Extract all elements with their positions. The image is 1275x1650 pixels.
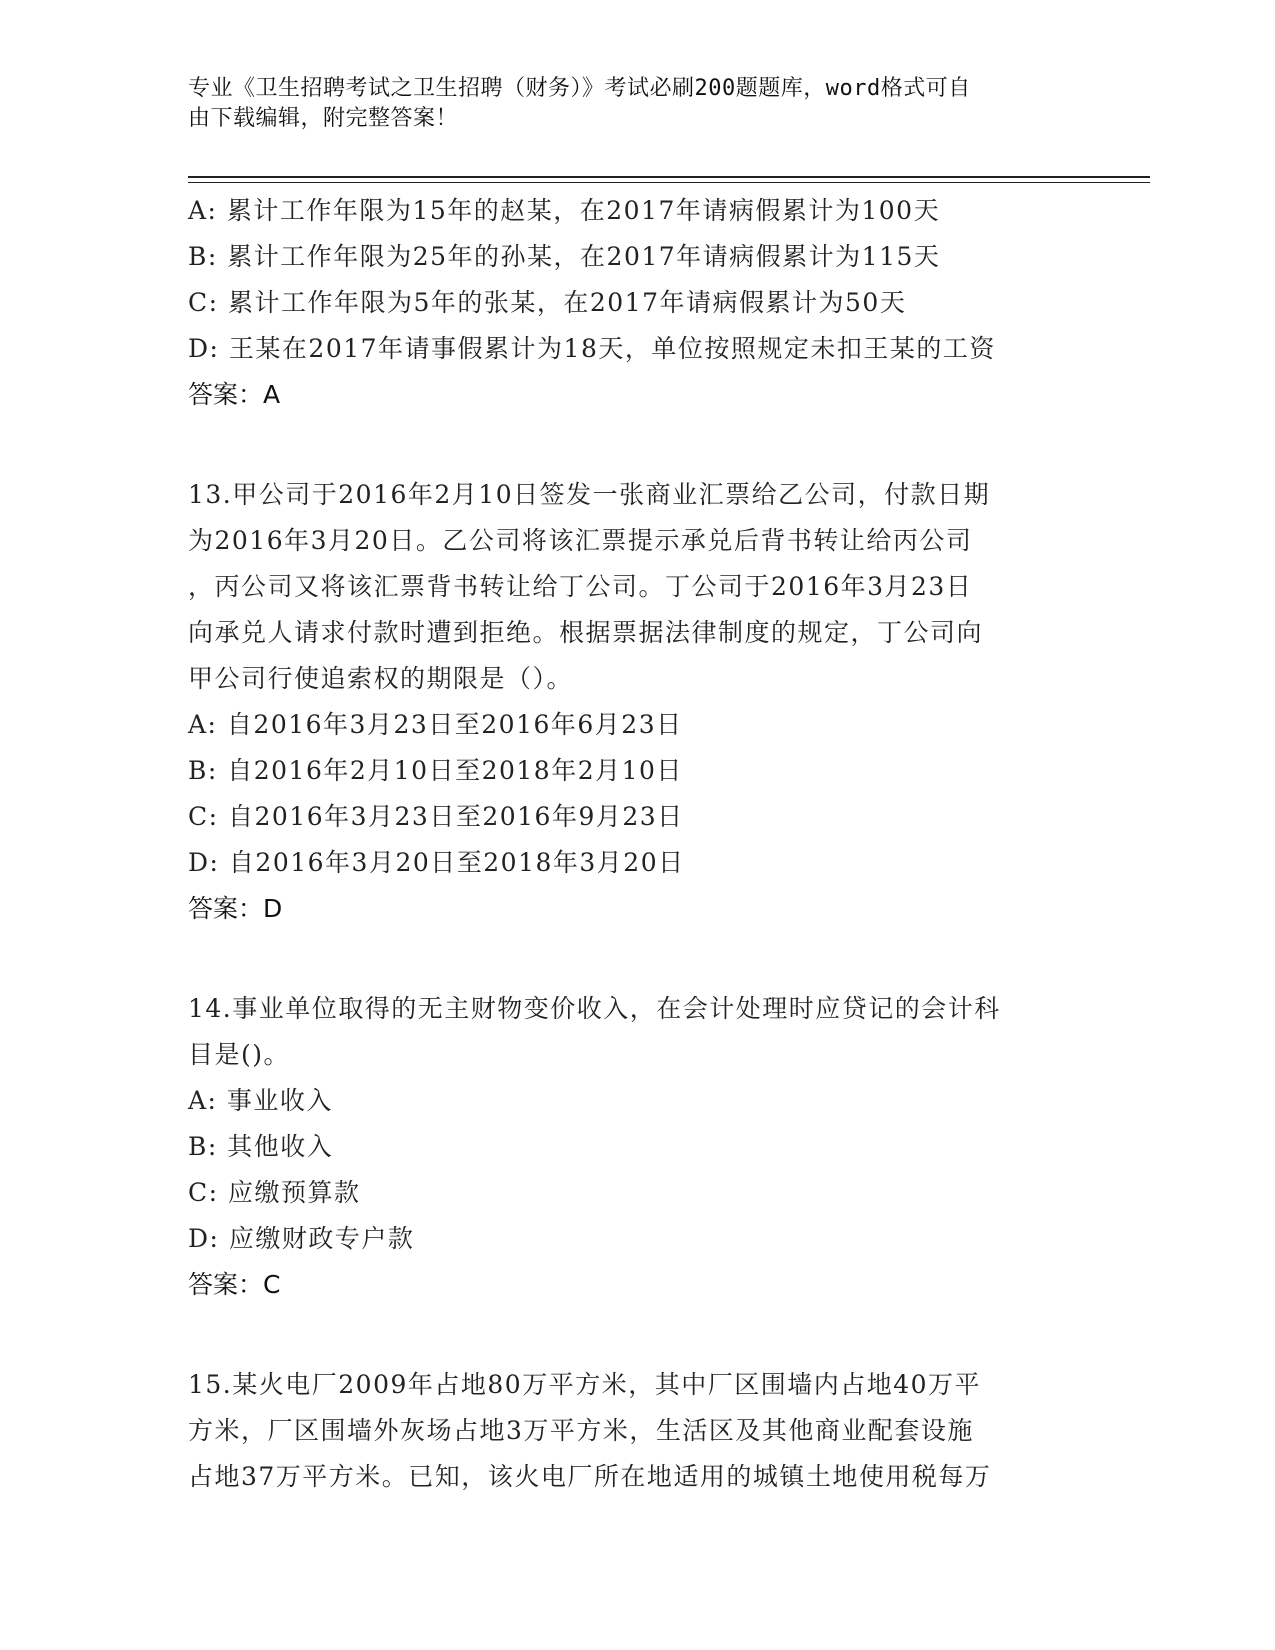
question-stem-line: 14.事业单位取得的无主财物变价收入，在会计处理时应贷记的会计科 <box>188 994 1001 1023</box>
option-a: A: 自2016年3月23日至2016年6月23日 <box>188 710 683 739</box>
answer: 答案：D <box>188 894 283 923</box>
question-12 <box>188 188 1088 418</box>
option-d: D: 王某在2017年请事假累计为18天，单位按照规定未扣王某的工资 <box>188 334 996 363</box>
option-c: C: 自2016年3月23日至2016年9月23日 <box>188 802 684 831</box>
header-divider-thick <box>188 176 1150 178</box>
question-stem-line: 为2016年3月20日。乙公司将该汇票提示承兑后背书转让给丙公司 <box>188 526 973 555</box>
question-14 <box>188 986 1088 1308</box>
option-c: C: 应缴预算款 <box>188 1178 361 1207</box>
answer: 答案：C <box>188 1270 281 1299</box>
question-stem-line: 向承兑人请求付款时遭到拒绝。根据票据法律制度的规定，丁公司向 <box>188 618 984 647</box>
spacer <box>188 932 1088 986</box>
question-stem-line: 占地37万平方米。已知，该火电厂所在地适用的城镇土地使用税每万 <box>188 1462 992 1491</box>
question-15 <box>188 1362 1088 1500</box>
question-13 <box>188 472 1088 932</box>
question-stem-line: 方米，厂区围墙外灰场占地3万平方米，生活区及其他商业配套设施 <box>188 1416 974 1445</box>
option-b: B: 自2016年2月10日至2018年2月10日 <box>188 756 683 785</box>
option-b: B: 累计工作年限为25年的孙某，在2017年请病假累计为115天 <box>188 242 941 271</box>
spacer <box>188 1308 1088 1362</box>
option-c: C: 累计工作年限为5年的张某，在2017年请病假累计为50天 <box>188 288 907 317</box>
answer: 答案：A <box>188 380 281 409</box>
option-d: D: 应缴财政专户款 <box>188 1224 415 1253</box>
question-stem-line: 13.甲公司于2016年2月10日签发一张商业汇票给乙公司，付款日期 <box>188 480 991 509</box>
document-header <box>188 74 1068 134</box>
question-stem-line: 甲公司行使追索权的期限是（）。 <box>188 664 574 693</box>
option-a: A: 累计工作年限为15年的赵某，在2017年请病假累计为100天 <box>188 196 941 225</box>
option-b: B: 其他收入 <box>188 1132 334 1161</box>
option-d: D: 自2016年3月20日至2018年3月20日 <box>188 848 685 877</box>
document-body <box>188 188 1088 1500</box>
question-stem-line: 目是()。 <box>188 1040 291 1069</box>
header-line-1: 专业《卫生招聘考试之卫生招聘（财务）》考试必刷200题题库，word格式可自 <box>188 76 971 101</box>
header-line-2: 由下载编辑，附完整答案！ <box>188 106 459 131</box>
question-stem-line: ，丙公司又将该汇票背书转让给丁公司。丁公司于2016年3月23日 <box>188 572 973 601</box>
spacer <box>188 418 1088 472</box>
question-stem-line: 15.某火电厂2009年占地80万平方米，其中厂区围墙内占地40万平 <box>188 1370 982 1399</box>
header-divider-thin <box>188 182 1150 183</box>
option-a: A: 事业收入 <box>188 1086 333 1115</box>
